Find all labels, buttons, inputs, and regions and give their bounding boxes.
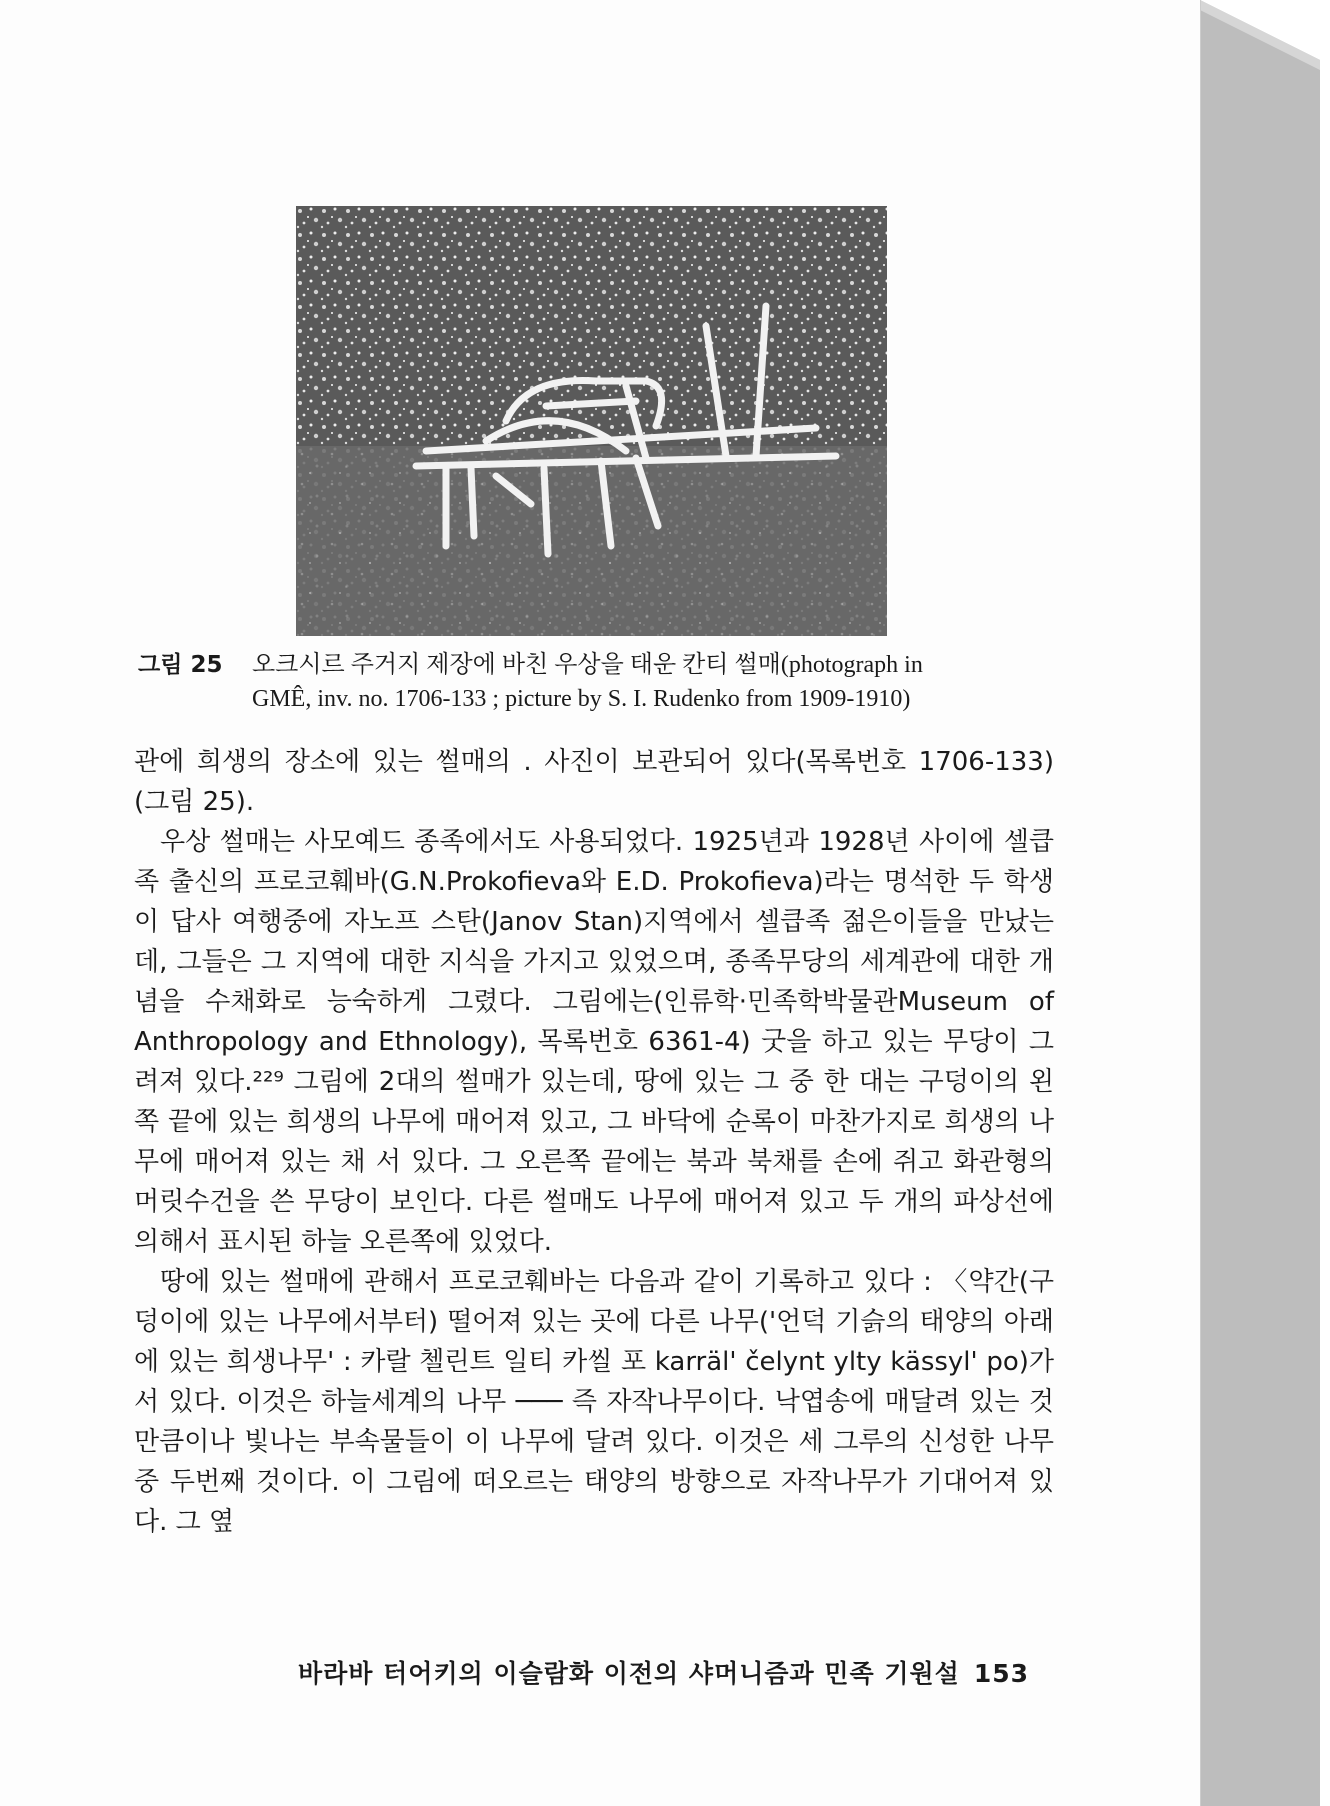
figure-photograph — [296, 206, 887, 636]
figure-label: 그림 25 — [138, 652, 223, 678]
page-number: 153 — [973, 1659, 1030, 1688]
body-text — [134, 742, 1054, 1542]
caption-line-2: GMÊ, inv. no. 1706-133 ; picture by S. I. Rudenko from 1909-1910) — [252, 686, 911, 712]
caption-line-1: 오크시르 주거지 제장에 바친 우상을 태운 칸티 썰매(photograph in — [252, 652, 923, 678]
paragraph-1: 관에 희생의 장소에 있는 썰매의 . 사진이 보관되어 있다(목록번호 1706-133) (그림 25). — [134, 747, 1054, 817]
paragraph-2: 우상 썰매는 사모예드 종족에서도 사용되었다. 1925년과 1928년 사이에 셀큽족 출신의 프로코훼바(G.N.Prokofieva와 E.D. Prokofieva)라는 명석한 두 학생이 답사 여행중에 자노프 스탄(Janov Stan)지역에서 셀큽족 젊은이들을 만났는데, 그들은 그 지역에 대한 지식을 가지고 있었으며, 종족무당의 세계관에 대한 개념을 수채화로 능숙하게 그렸다. 그림에는(인류학·민족학박물관Museum of Anthropology and Ethnology), 목록번호 6361-4) 굿을 하고 있는 무당이 그려져 있다.²²⁹ 그림에 2대의 썰매가 있는데, 땅에 있는 그 중 한 대는 구덩이의 왼쪽 끝에 있는 희생의 나무에 매어져 있고, 그 바닥에 순록이 마찬가지로 희생의 나무에 매어져 있는 채 서 있다. 그 오른쪽 끝에는 북과 북채를 손에 쥐고 화관형의 머릿수건을 쓴 무당이 보인다. 다른 썰매도 나무에 매어져 있고 두 개의 파상선에 의해서 표시된 하늘 오른쪽에 있었다. — [134, 827, 1054, 1257]
page-footer — [298, 1654, 1078, 1690]
paragraph-3: 땅에 있는 썰매에 관해서 프로코훼바는 다음과 같이 기록하고 있다 : 〈약간(구덩이에 있는 나무에서부터) 떨어져 있는 곳에 다른 나무('언덕 기슭의 태양의 아래에 있는 희생나무' : 카랄 첼린트 일티 카씰 포 karräl' čelynt ylty kässyl' po)가 서 있다. 이것은 하늘세계의 나무 ─── 즉 자작나무이다. 낙엽송에 매달려 있는 것만큼이나 빛나는 부속물들이 이 나무에 달려 있다. 이것은 세 그루의 신성한 나무 중 두번째 것이다. 이 그림에 떠오르는 태양의 방향으로 자작나무가 기대어져 있다. 그 옆 — [134, 1267, 1054, 1537]
figure-caption — [138, 648, 1058, 716]
running-title: 바라바 터어키의 이슬람화 이전의 샤머니즘과 민족 기원설 — [298, 1659, 960, 1688]
book-side-edge — [1190, 0, 1330, 1806]
